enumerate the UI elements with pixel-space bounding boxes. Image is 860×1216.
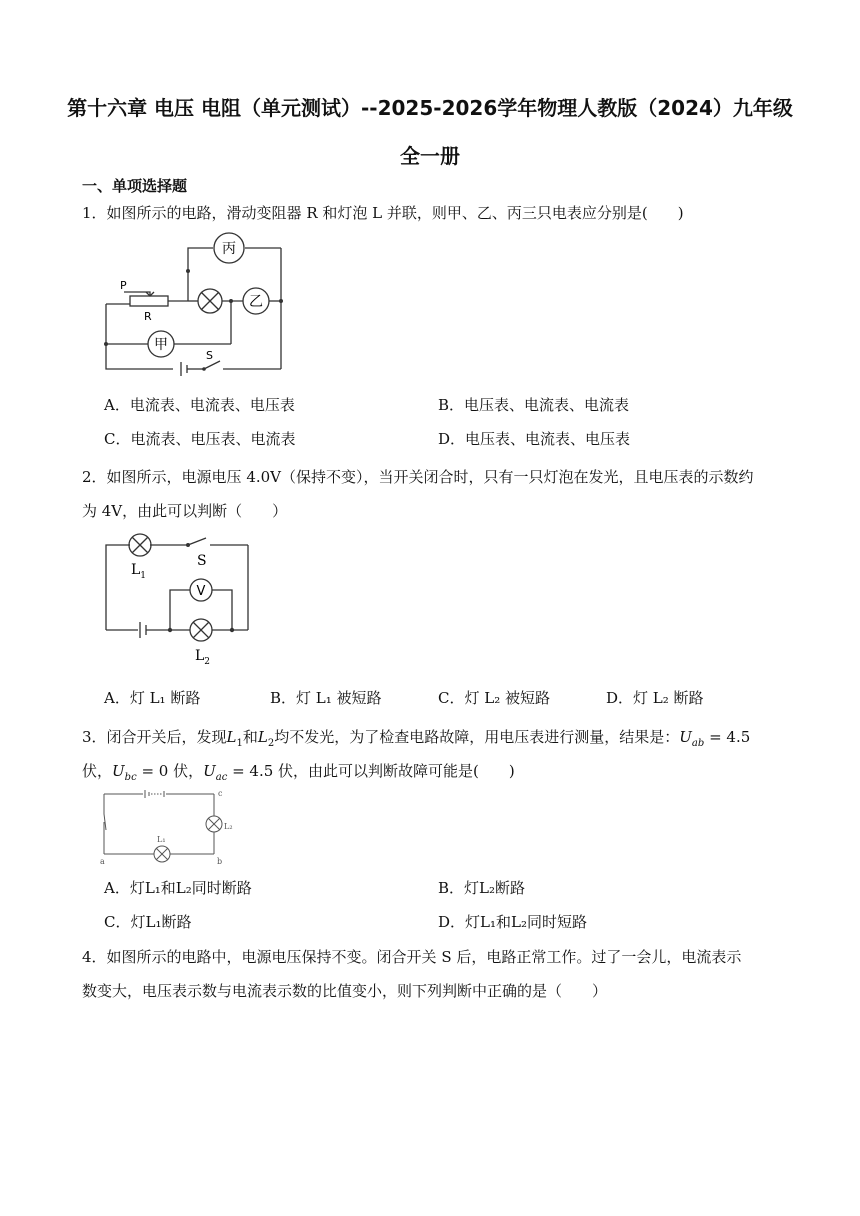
document-title-line1: 第十六章 电压 电阻（单元测试）--2025-2026学年物理人教版（2024）九年级: [67, 96, 793, 120]
fig2-voltmeter-label: V: [196, 584, 206, 599]
question-2-text-line1: 2．如图所示，电源电压 4.0V（保持不变），当开关闭合时，只有一只灯泡在发光，且电压表的示数约: [82, 468, 754, 486]
fig3-c-label: c: [218, 789, 223, 798]
fig1-bing-label: 丙: [222, 241, 236, 257]
fig1-s-label: S: [206, 349, 213, 362]
fig1-jia-label: 甲: [154, 337, 168, 353]
fig1-r-label: R: [144, 310, 152, 323]
q3-option-b: B．灯L₂断路: [438, 879, 525, 897]
q3-option-a: A．灯L₁和L₂同时断路: [104, 879, 252, 897]
q2-option-c: C．灯 L₂ 被短路: [438, 689, 550, 707]
question-2-circuit-figure: [98, 530, 258, 670]
fig1-yi-label: 乙: [249, 294, 263, 310]
q1-option-d: D．电压表、电流表、电压表: [438, 430, 631, 448]
q3-option-d: D．灯L₁和L₂同时短路: [438, 913, 587, 931]
section-heading: 一、单项选择题: [82, 177, 188, 195]
q2-option-a: A．灯 L₁ 断路: [104, 689, 201, 707]
question-3-text-line2: 伏，$U_{bc} = 0$ 伏，$U_{ac} = 4.5$ 伏，由此可以判断故障可能是( ): [82, 762, 515, 783]
fig2-s-label: S: [197, 553, 207, 569]
fig2-l2-label: $L_2$: [195, 648, 211, 667]
q1-option-b: B．电压表、电流表、电流表: [438, 396, 630, 414]
q2-option-b: B．灯 L₁ 被短路: [270, 689, 382, 707]
question-1-text: 1．如图所示的电路，滑动变阻器 R 和灯泡 L 并联，则甲、乙、丙三只电表应分别是( ): [82, 204, 684, 222]
q2-option-d: D．灯 L₂ 断路: [606, 689, 704, 707]
fig3-a-label: a: [100, 857, 105, 866]
question-2-text-line2: 为 4V，由此可以判断（ ）: [82, 502, 288, 520]
fig3-b-label: b: [217, 857, 223, 866]
fig1-p-label: P: [120, 279, 127, 292]
fig3-l2-label: L₂: [224, 822, 233, 831]
question-3-text-line1: 3．闭合开关后，发现$L_1$和$L_2$均不发光，为了检查电路故障，用电压表进行测量，结果是：$U_{ab} = 4.5$: [82, 728, 751, 749]
question-4-text-line2: 数变大，电压表示数与电流表示数的比值变小，则下列判断中正确的是（ ）: [82, 982, 608, 1000]
document-title-line2: 全一册: [400, 144, 460, 168]
q1-option-c: C．电流表、电压表、电流表: [104, 430, 296, 448]
fig3-l1-label: L₁: [157, 835, 166, 844]
question-4-text-line1: 4．如图所示的电路中，电源电压保持不变。闭合开关 S 后，电路正常工作。过了一会儿，电流表示: [82, 948, 742, 966]
q3-option-c: C．灯L₁断路: [104, 913, 192, 931]
question-1-circuit-figure: [98, 232, 298, 382]
question-3-circuit-figure: [98, 786, 248, 866]
q1-option-a: A．电流表、电流表、电压表: [104, 396, 295, 414]
fig2-l1-label: $L_1$: [131, 562, 147, 581]
